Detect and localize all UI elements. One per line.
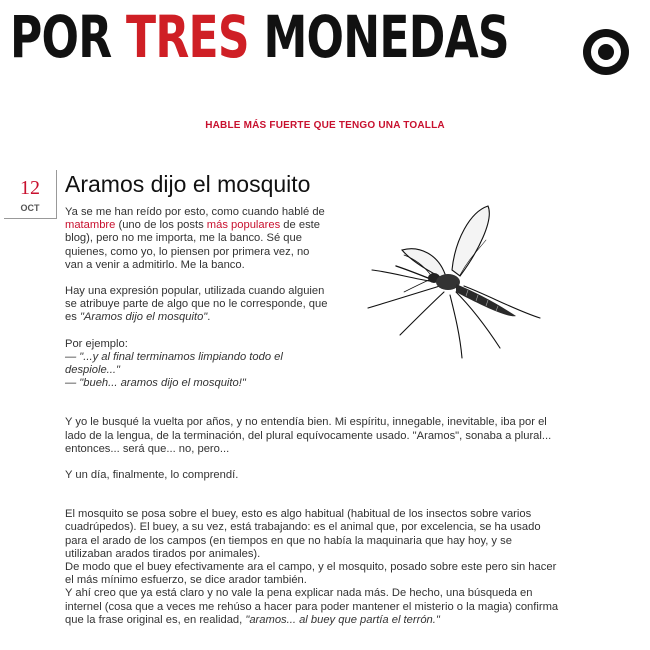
link-matambre[interactable]: matambre: [65, 219, 116, 232]
paragraph-text: de este blog), pero no me importa, me la banco. Sé que quienes, como yo, lo piensen por primera vez, no van a venir a admitirlo. Me la banco.: [65, 219, 320, 271]
paragraph-text: Hay una expresión popular, utilizada cuando alguien se atribuye parte de algo que no le corresponde, que es: [65, 285, 328, 324]
paragraph-3: [65, 338, 330, 391]
paragraph-4: Y yo le busqué la vuelta por años, y no entendía bien. Mi espíritu, innegable, inevitable, iba por el lado de la lengua, de la terminación, del plural equívocamente usado. "Aramos", sonaba a plural... entonces... será que... no, pero...: [65, 416, 552, 455]
post-date-day: 12: [20, 177, 40, 199]
site-logo[interactable]: [10, 3, 509, 71]
logo-text-monedas: MONEDAS: [248, 3, 509, 71]
logo-text-por: POR: [10, 3, 127, 71]
quote-original: "aramos... al buey que partía el terrón.": [245, 613, 440, 626]
paragraph-7: De modo que el buey efectivamente ara el campo, y el mosquito, posado sobre este pero sin hacer el más mínimo esfuerzo, se dice arador también.: [65, 561, 557, 587]
logo-text-tres: TRES: [126, 3, 249, 71]
paragraph-5: Y un día, finalmente, lo comprendí.: [65, 469, 239, 482]
paragraph-text: Ya se me han reído por esto, como cuando hablé de: [65, 206, 325, 218]
paragraph-text: (uno de los posts: [115, 219, 207, 232]
site-tagline: HABLE MÁS FUERTE QUE TENGO UNA TOALLA: [205, 120, 445, 131]
paragraph-6: El mosquito se posa sobre el buey, esto es algo habitual (habitual de los insectos sobre varios cuadrúpedos). El buey, a su vez, está trabajando: es el animal que, por excelencia, se ha usado para el arado de los campos (en tiempos en que no había la maquinaria que hay hoy, y se utilizaban arados tirados por animales).: [65, 508, 541, 560]
example-line-2: — "bueh... aramos dijo el mosquito!": [65, 377, 246, 390]
post-date: [4, 170, 57, 219]
paragraph-text: Y ahí creo que ya está claro y no vale la pena explicar nada más. De hecho, una búsqueda en internel (cosa que a veces me rehúso a hacer para poder mantener el misterio o la magia) confirma que la frase original es, en realidad,: [65, 587, 559, 626]
post-title[interactable]: Aramos dijo el mosquito: [65, 171, 311, 197]
paragraph-8: [65, 587, 560, 627]
paragraph-text: .: [207, 311, 211, 324]
example-line-1: — "...y al final terminamos limpiando todo el despiole...": [65, 350, 283, 377]
target-icon[interactable]: [583, 29, 629, 75]
paragraph-1: [65, 206, 330, 272]
paragraph-2: [65, 285, 330, 325]
post-date-month: OCT: [20, 203, 40, 213]
post-body: [65, 206, 560, 627]
paragraph-text: Por ejemplo:: [65, 337, 128, 350]
link-mas-populares[interactable]: más populares: [206, 219, 281, 232]
quote-aramos: "Aramos dijo el mosquito": [79, 311, 208, 324]
